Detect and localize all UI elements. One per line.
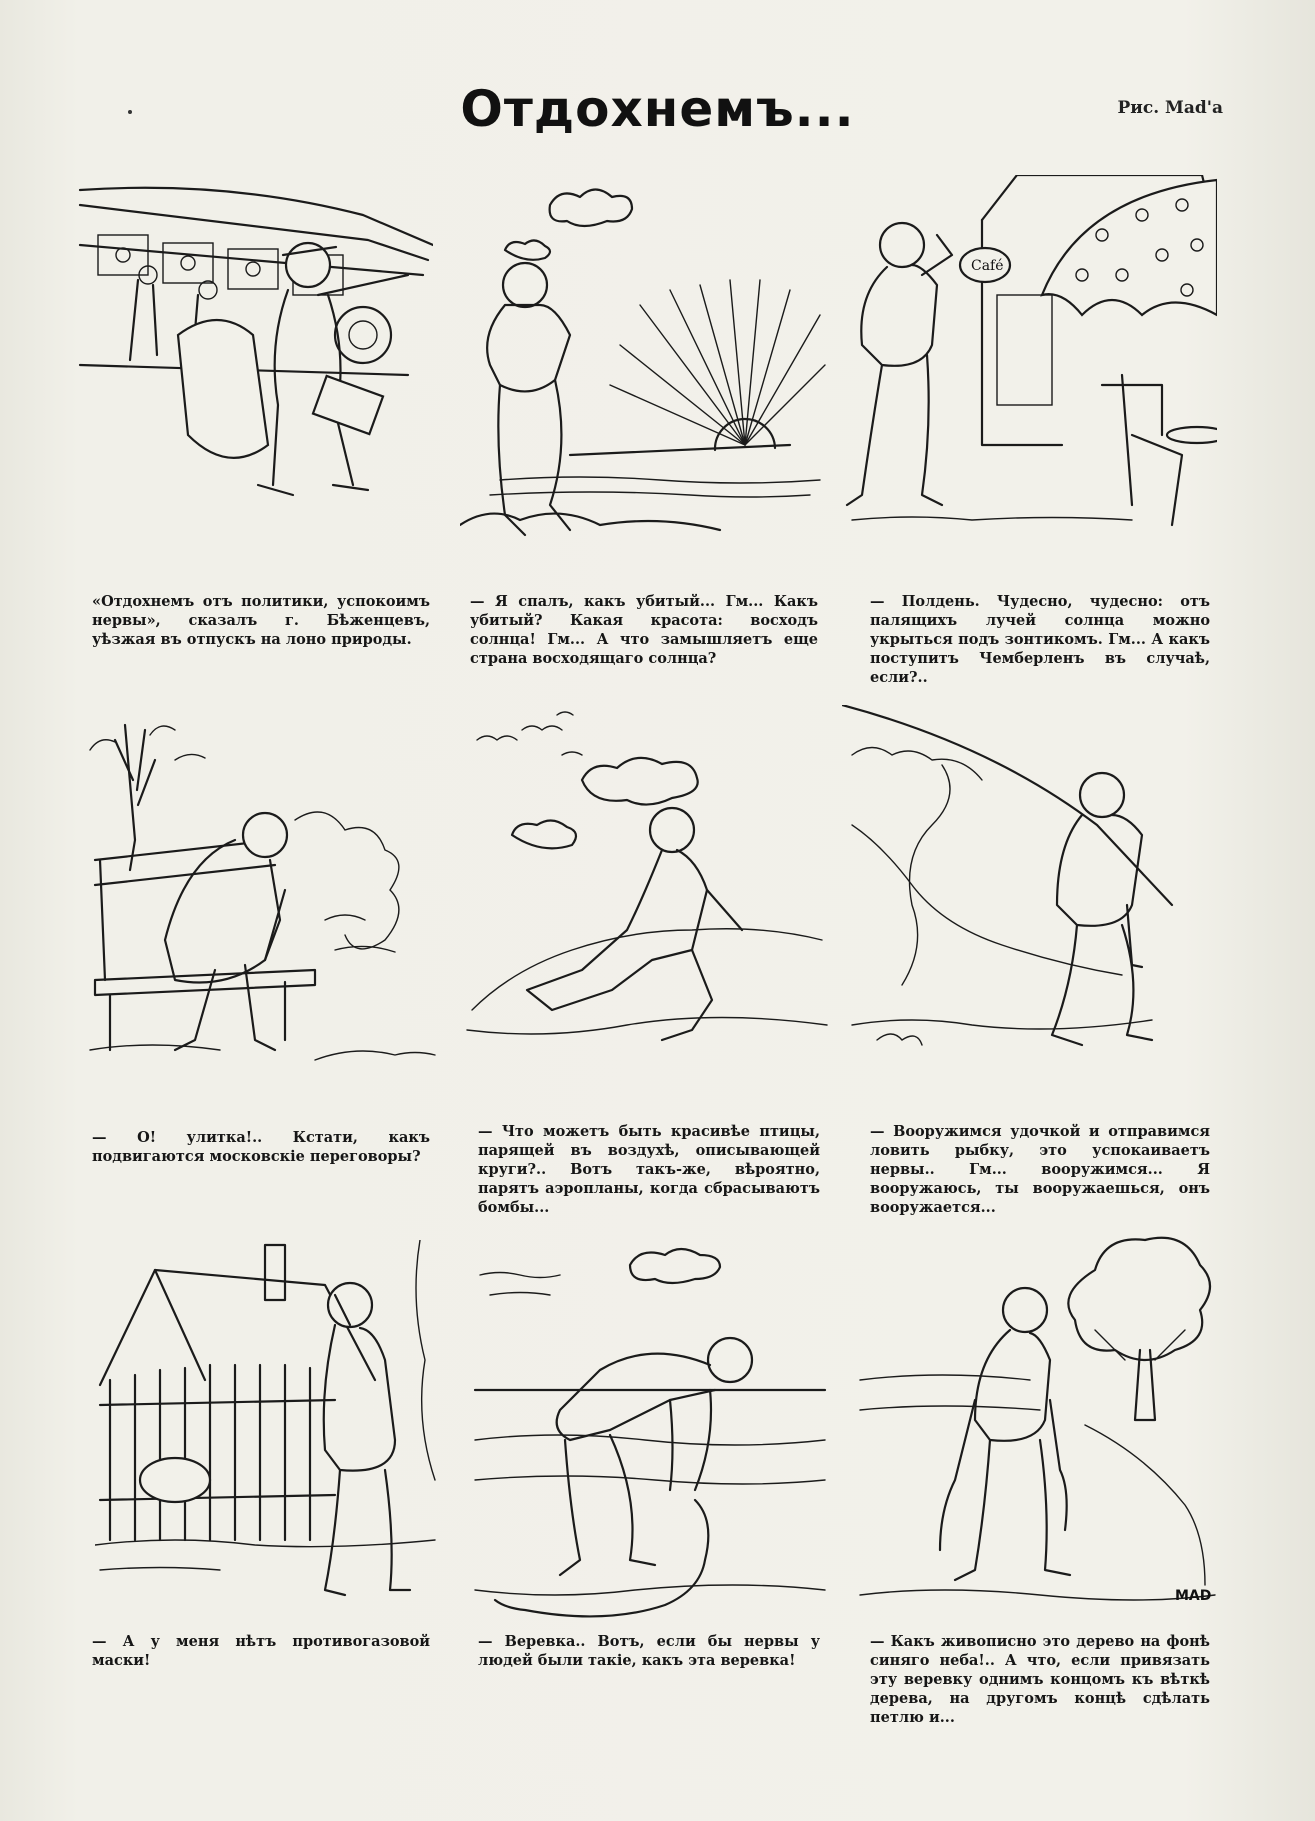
panel-8-rope	[470, 1240, 830, 1620]
page-title: Отдохнемъ...	[460, 80, 855, 138]
rope-illustration	[470, 1240, 830, 1620]
panel-6-caption: — Вооружимся удочкой и отправимся ловить рыбку, это успокаиваетъ нервы.. Гм... вооружимся... Я вооружаюсь, ты вооружаешься, онъ вооружается...	[870, 1123, 1210, 1216]
panel-5-lying-on-grass	[462, 700, 832, 1100]
panel-8-caption: — Веревка.. Вотъ, если бы нервы у людей были такіе, какъ эта веревка!	[478, 1633, 820, 1669]
sunrise-illustration	[460, 185, 830, 565]
house-fence-illustration	[95, 1240, 445, 1620]
panel-7-house-fence	[95, 1240, 445, 1620]
panel-9-caption: — Какъ живописно это дерево на фонѣ синяго неба!.. А что, если привязать эту веревку однимъ концомъ къ вѣткѣ дерева, на другомъ концѣ сдѣлать петлю и...	[870, 1633, 1210, 1726]
lying-on-grass-illustration	[462, 700, 832, 1100]
artist-credit: Рис. Mad'a	[1117, 98, 1223, 118]
train-station-illustration	[78, 185, 433, 565]
panel-4-caption: — О! улитка!.. Кстати, какъ подвигаются московскіе переговоры?	[92, 1129, 430, 1165]
panel-7-caption: — А у меня нѣтъ противогазовой маски!	[92, 1633, 430, 1669]
panel-4-bench	[85, 720, 440, 1100]
panel-1-caption: «Отдохнемъ отъ политики, успокоимъ нервы», сказалъ г. Бѣженцевъ, уѣзжая въ отпускъ на лоно природы.	[92, 593, 430, 648]
panel-9-tree	[855, 1230, 1220, 1625]
panel-1-train-station	[78, 185, 433, 565]
tree-illustration	[855, 1230, 1220, 1625]
cafe-illustration	[842, 175, 1217, 560]
panel-6-fishing-rod	[842, 705, 1217, 1100]
panel-3-caption: — Полдень. Чудесно, чудесно: отъ палящихъ лучей солнца можно укрыться подъ зонтикомъ. Гм... А какъ поступитъ Чемберленъ въ случаѣ, если?..	[870, 593, 1210, 686]
bench-illustration	[85, 720, 440, 1100]
artist-signature: MAD	[1175, 1588, 1212, 1604]
fishing-rod-illustration	[842, 705, 1217, 1100]
cafe-sign: Café	[971, 258, 1004, 274]
panel-5-caption: — Что можетъ быть красивѣе птицы, парящей въ воздухѣ, описывающей круги?.. Вотъ такъ-же, вѣроятно, парятъ аэропланы, когда сбрасываютъ бомбы...	[478, 1123, 820, 1216]
panel-2-sunrise	[460, 185, 830, 565]
panel-3-cafe	[842, 175, 1217, 560]
panel-2-caption: — Я спалъ, какъ убитый... Гм... Какъ убитый? Какая красота: восходъ солнца! Гм... А что замышляетъ еще страна восходящаго солнца?	[470, 593, 818, 667]
